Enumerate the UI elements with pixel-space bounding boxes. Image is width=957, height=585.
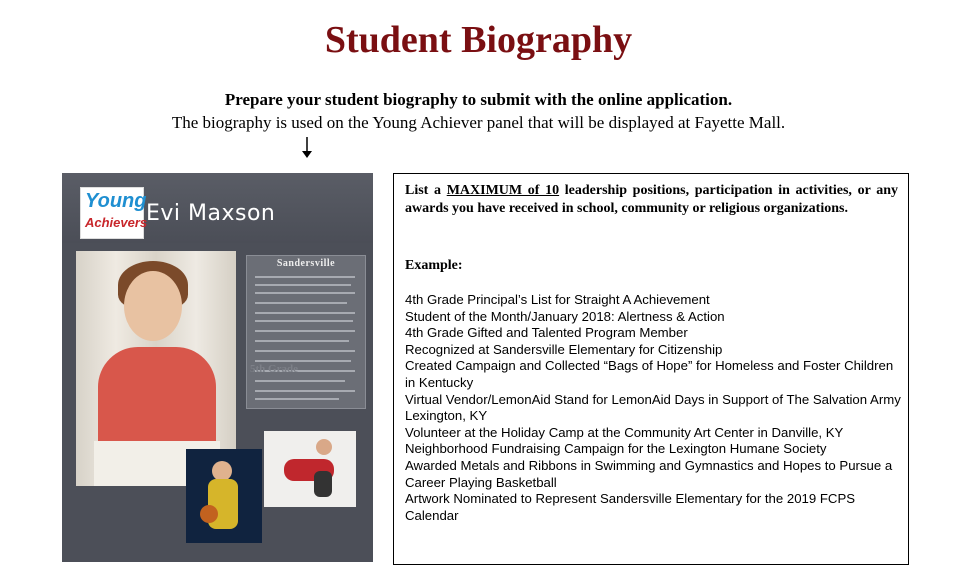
student-with-dog-photo xyxy=(264,431,356,507)
school-info-box xyxy=(246,255,366,409)
student-basketball-photo xyxy=(186,449,262,543)
intro-instruction: Prepare your student biography to submit with the online application. xyxy=(224,90,733,109)
list-item: Recognized at Sandersville Elementary for Citizenship xyxy=(405,341,723,357)
school-name: Sandersville xyxy=(276,258,336,269)
young-achievers-logo xyxy=(80,187,148,239)
list-item: Student of the Month/January 2018: Alertness & Action xyxy=(405,308,725,324)
list-item: Volunteer at the Holiday Camp at the Community Art Center in Danville, KY xyxy=(405,424,844,440)
example-text-box xyxy=(393,173,909,565)
example-list xyxy=(405,292,901,524)
list-item: Virtual Vendor/LemonAid Stand for LemonAid Days in Support of The Salvation Army Lexington, KY xyxy=(405,391,901,424)
student-name: Evi Maxson xyxy=(146,201,276,226)
logo-achievers-text: Achievers xyxy=(85,215,148,230)
list-item: 4th Grade Gifted and Talented Program Member xyxy=(405,325,688,341)
maximum-emphasis: MAXIMUM of 10 xyxy=(446,183,560,198)
instructions-text: List a MAXIMUM of 10 leadership positions, participation in activities, or any awards you have received in school, community or religious organizations. xyxy=(405,183,898,216)
page-title: Student Biography xyxy=(324,19,633,61)
list-item: Created Campaign and Collected “Bags of Hope” for Homeless and Foster Children in Kentucky xyxy=(405,358,894,390)
list-item: Neighborhood Fundraising Campaign for the Lexington Humane Society xyxy=(405,441,827,457)
list-item: Artwork Nominated to Represent Sandersville Elementary for the 2019 FCPS Calendar xyxy=(405,491,856,523)
arrow-down-icon xyxy=(300,137,314,159)
list-item: 4th Grade Principal’s List for Straight A Achievement xyxy=(405,292,710,307)
grade-label: 5th Grade xyxy=(250,363,298,375)
example-label: Example: xyxy=(405,258,463,273)
intro-description: The biography is used on the Young Achiever panel that will be displayed at Fayette Mall. xyxy=(171,113,786,132)
logo-young-text: Young xyxy=(85,190,147,212)
young-achiever-panel xyxy=(62,173,373,562)
list-item: Awarded Metals and Ribbons in Swimming and Gymnastics and Hopes to Pursue a Career Playing Basketball xyxy=(405,457,893,490)
